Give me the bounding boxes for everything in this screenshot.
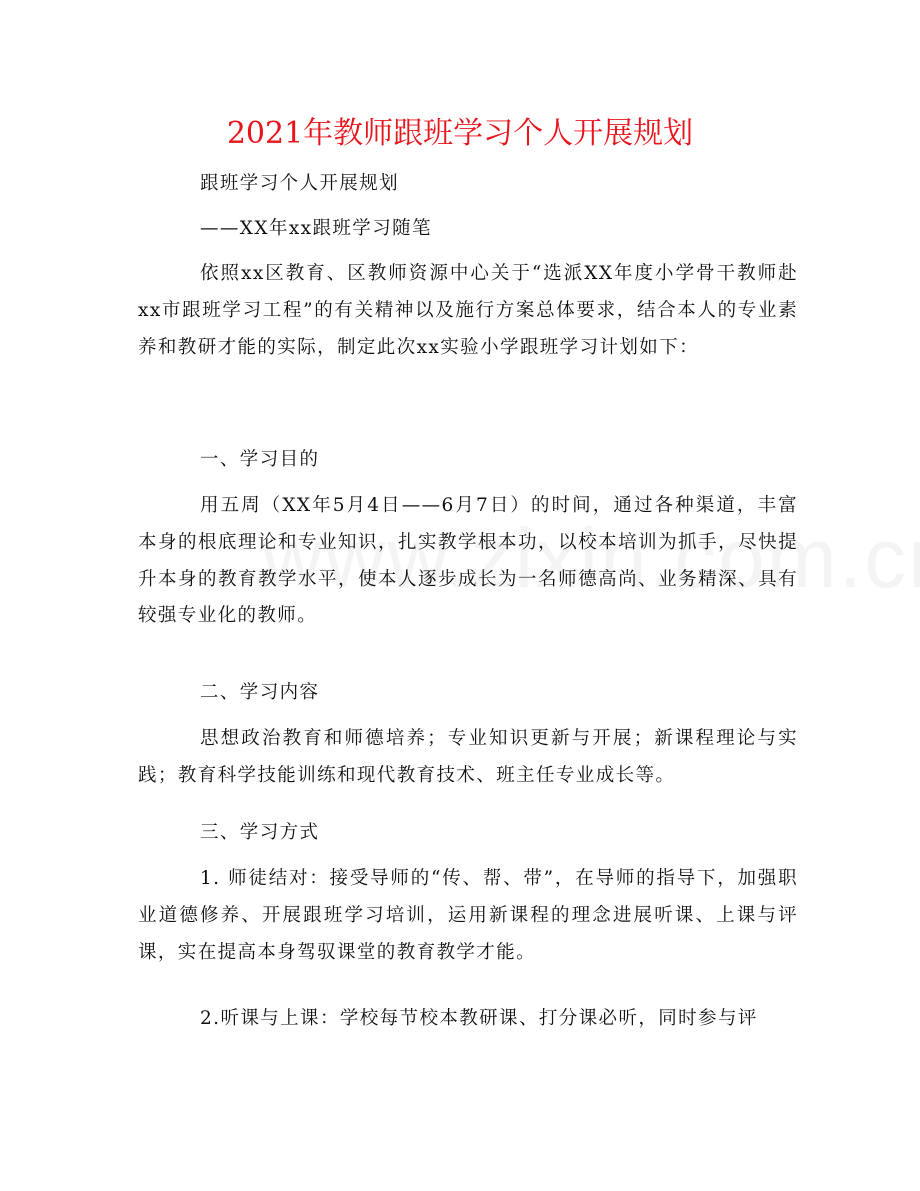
section1-body: 用五周（XX年5月4日——6月7日）的时间，通过各种渠道，丰富本身的根底理论和专业知识，扎实教学根本功，以校本培训为抓手，尽快提升本身的教育教学水平，使本人逐步成长为一名师德高尚、业务精深、具有较强专业化的教师。	[138, 495, 798, 627]
intro-paragraph: 依照xx区教育、区教师资源中心关于“选派XX年度小学骨干教师赴xx市跟班学习工程”的有关精神以及施行方案总体要求，结合本人的专业素养和教研才能的实际，制定此次xx实验小学跟班学习计划如下：	[138, 263, 798, 358]
section2-title: 二、学习内容	[200, 682, 320, 703]
document-title: 2021年教师跟班学习个人开展规划	[226, 116, 694, 151]
section2-body: 思想政治教育和师德培养；专业知识更新与开展；新课程理论与实践；教育科学技能训练和现代教育技术、班主任专业成长等。	[138, 728, 798, 786]
section3-item2: 2.听课与上课：学校每节校本教研课、打分课必听，同时参与评	[200, 1008, 758, 1029]
section1-title: 一、学习目的	[200, 449, 320, 470]
heading: 跟班学习个人开展规划	[200, 173, 400, 194]
section3-title: 三、学习方式	[200, 822, 320, 843]
subheading: ——XX年xx跟班学习随笔	[200, 218, 432, 239]
section3-item1: 1. 师徒结对：接受导师的“传、帮、带”，在导师的指导下，加强职业道德修养、开展跟班学习培训，运用新课程的理念进展听课、上课与评课，实在提高本身驾驭课堂的教育教学才能。	[138, 868, 798, 963]
